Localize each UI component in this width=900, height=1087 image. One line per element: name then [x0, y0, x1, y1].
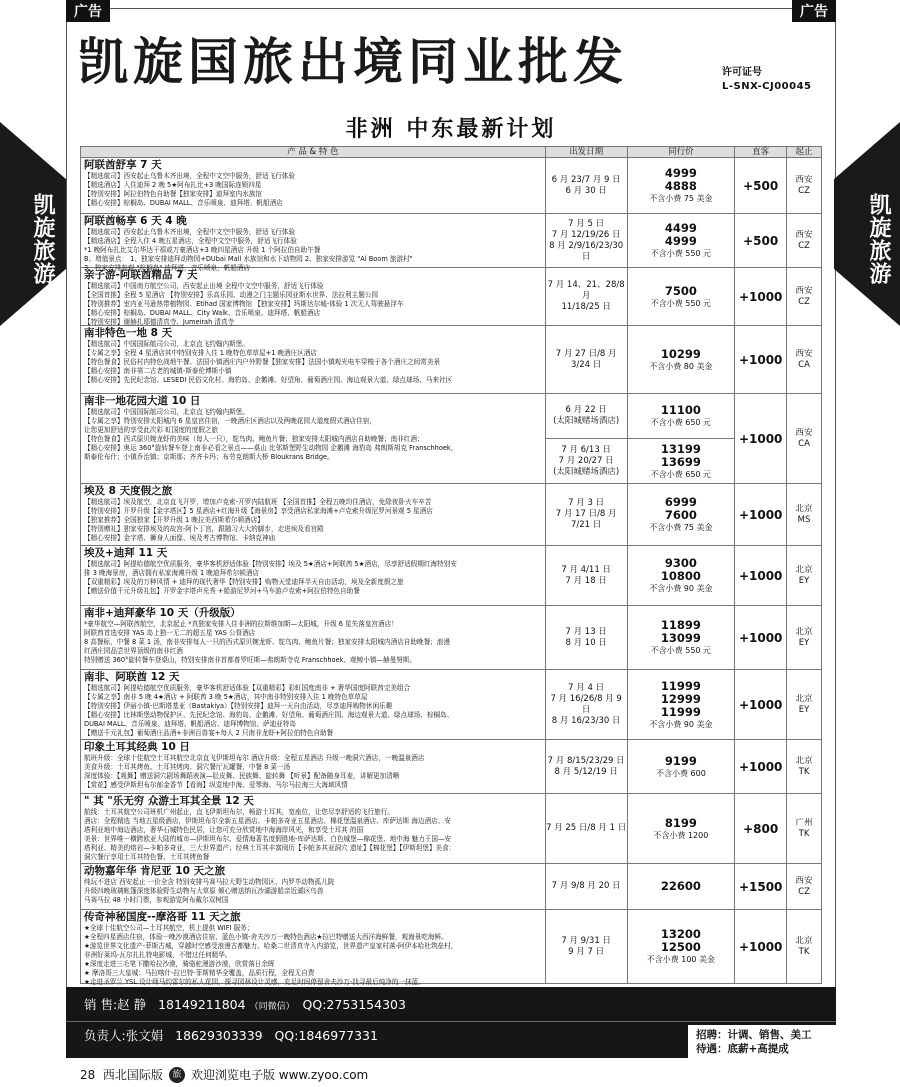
- price-note: 不含小费 1200: [653, 830, 709, 840]
- product-cell: [81, 484, 546, 545]
- product-title: 南非特色一地 8 天: [84, 327, 173, 339]
- direct-cell: [735, 794, 787, 863]
- peer-price: 13200: [660, 927, 701, 941]
- header-origin: 起止: [795, 147, 813, 157]
- price-note: 不含小费 650 元: [650, 469, 712, 479]
- price-note: 不含小费 75 美金: [649, 523, 713, 532]
- direct-price: +500: [743, 178, 779, 193]
- product-feature: ★深度走进三毛笔下撒哈拉沙漠，骑骆驼漫游沙漠，欣赏落日余晖: [84, 960, 275, 968]
- page-number: 28: [80, 1068, 96, 1082]
- product-feature: 美食升级：土耳其烤鱼、土耳其烤肉、洞穴餐厅瓦罐餐，中餐 8 菜一汤: [84, 763, 291, 771]
- peer-price: 4888: [664, 179, 697, 193]
- direct-price: +1000: [738, 289, 783, 304]
- product-feature: 纯玩不进店 西安起止 一价全含 特别安排马赛马拉大野生动物园区、内罗毕动物孤儿院: [84, 878, 335, 886]
- price-cell: [628, 606, 736, 669]
- price-note: 不含小费 550 元: [650, 646, 712, 655]
- price-note: 不含小费 75 美金: [649, 194, 713, 203]
- departure-date: (太阳城赌场酒店): [553, 466, 620, 477]
- date-cell: [546, 794, 628, 863]
- product-feature: 【特色餐食】民俗村内特色战地午餐、法国小镇酒庄内户外野餐【独家安排】法国小镇观光电车穿梭于各个酒庄之间赏美景: [84, 358, 441, 366]
- date-cell: [546, 864, 628, 909]
- departure-date: 8 月 10 日: [565, 637, 607, 648]
- product-feature: 8 高餐标，中餐 8 菜 1 汤，南非安排每人一只的西式原贝婉龙虾、鸵鸟肉、鲍鱼片餐；独家安排太阳城内酒店自助晚餐；浪漫: [84, 638, 450, 646]
- product-feature: 【精选航司】中国南方航空公司，西安起止出境 全程中文空中服务，舒适飞行体验: [84, 282, 324, 290]
- departure-date: 7 月 4 日: [568, 682, 605, 693]
- product-feature: 【特别推荐】室内亚马逊热带植物园、Etihad 国家博物馆 【独家安排】玛斯达尔城-体验 1 次无人驾驶悬浮车: [84, 300, 404, 308]
- publisher-logo-icon: 旅: [169, 1067, 185, 1083]
- origin-code: 西安 CZ: [795, 875, 813, 897]
- direct-cell: [735, 158, 787, 213]
- product-feature: 【精心安排】南非第二古老的城镇-斯泰伦博斯小镇: [84, 367, 232, 375]
- price-note: 不含小费 600: [655, 768, 706, 778]
- product-feature: *豪华航空—阿联酋航空，北京起止 *真独家安排入住非洲的拉斯维加斯—太阳城，升级 6 星失落皇宫酒店！: [84, 620, 398, 628]
- origin-cell: [787, 268, 821, 325]
- origin-cell: [787, 606, 821, 669]
- peer-price: 4499: [664, 221, 697, 235]
- product-feature: 【精心安排】先民纪念馆、LESEDI 民俗文化村、海豹岛、企鹅滩、好望角、葡萄酒庄园、海边观景大道、绿点球场、马来社区: [84, 376, 453, 384]
- peer-price: 4999: [664, 234, 697, 248]
- peer-price: 12500: [660, 940, 701, 954]
- price-note: 不含小费 90 美金: [649, 719, 713, 729]
- table-row: [81, 214, 821, 272]
- table-row: [81, 606, 821, 670]
- product-cell: [81, 326, 546, 393]
- peer-price: 10800: [660, 569, 701, 583]
- departure-date: 7 月 5 日: [568, 218, 605, 229]
- header-product: 产 品 & 特 色: [81, 147, 546, 157]
- direct-price: +1000: [738, 759, 783, 774]
- departure-date: 7 月 12/19/26 日: [551, 229, 621, 240]
- price-note: 不含小费 550 元: [650, 249, 712, 258]
- date-cell: [546, 214, 628, 267]
- date-cell: [546, 326, 628, 393]
- header-direct: 直客: [735, 147, 787, 157]
- plan-subtitle: 非洲 中东最新计划: [345, 116, 557, 142]
- recruit-box: [688, 1025, 836, 1058]
- direct-cell: [735, 740, 787, 793]
- recruit-text: 招聘：计调、销售、美工: [696, 1029, 812, 1041]
- product-title: 亲子游-阿联酋精品 7 天: [84, 269, 198, 281]
- origin-cell: [787, 484, 821, 545]
- product-feature: 【特色餐食】西式原贝婉龙虾的美味（每人一只），鸵鸟肉、鲍鱼片餐；独家安排太阳城内酒店自助晚餐；南非红酒；: [84, 435, 424, 443]
- product-cell: [81, 214, 546, 272]
- product-feature: 【精选酒店】入住迪拜 2 晚 5★阿布扎比+3 晚国际连锁四星: [84, 181, 262, 189]
- origin-cell: [787, 864, 821, 909]
- departure-date: 7 月 6/13 日: [561, 444, 611, 455]
- date-cell: [546, 670, 628, 739]
- contact-footer: [66, 987, 836, 1058]
- product-feature: ★走进圣罗兰 YSL 设计师马约雷尔的私人花园，探寻园林设计灵感，充足时间停留舍夫沙万-找寻最后纯净的一抹蓝。: [84, 978, 425, 986]
- product-feature: 【精选酒店】全程入住 4 晚五星酒店，全程中文空中服务，舒适飞行体验: [84, 237, 297, 245]
- product-feature: 【赏花】感受伊斯坦布尔郁金香节【看海】纵览地中海、爱琴海、马尔马拉海三大海域风情: [84, 781, 348, 789]
- license-number: L-SNX-CJ00045: [722, 81, 812, 92]
- product-feature: 【精心安排】金字塔、狮身人面像、埃及考古博物馆、卡纳克神庙: [84, 534, 276, 542]
- departure-date: (太阳城赌场酒店): [553, 416, 620, 426]
- date-cell: [546, 740, 628, 793]
- product-feature: 【精心安排】奥运 360°旋转餐车登上南非必看之景点——桌山 比邻斯堡野生动物园 企鹅滩 海豹岛 弗朗斯胡克 Franschhoek，: [84, 444, 458, 452]
- origin-cell: [787, 158, 821, 213]
- price-cell: [628, 268, 736, 325]
- product-feature: 【特别安排】开罗升级【金字塔区】5 星酒店+红海升级【海景房】享受酒店私家海滩+卢克索升级尼罗河景观 5 星酒店: [84, 507, 433, 515]
- product-cell: [81, 268, 546, 325]
- price-cell: [628, 740, 736, 793]
- side-text-right: 凯旋旅游: [866, 193, 892, 285]
- departure-date: 8 月 5/12/19 日: [554, 766, 618, 777]
- manager-qq: QQ:1846977331: [274, 1028, 378, 1043]
- price-note: 不含小费 550 元: [650, 298, 712, 308]
- origin-code: 西安 CA: [795, 348, 813, 370]
- table-row: [81, 864, 821, 910]
- product-cell: [81, 910, 546, 986]
- page-footer: [80, 1067, 368, 1083]
- product-title: " 其 "乐无穷 众游土耳其全景 12 天: [84, 795, 254, 807]
- date-cell: [546, 546, 628, 605]
- table-row: [81, 158, 821, 214]
- product-feature: 【双重精彩】埃及的万种风情 + 迪拜的现代奢华【特别安排】购物天堂迪拜半天自由活动，埃及全新度假之旅: [84, 578, 404, 586]
- product-feature: ★游览世界文化遗产-菲斯古城，穿越时空感受浪漫古都魅力。哈桑二世清真寺入内游览，世界遗产皇家村落-阿伊本哈杜筑垒村，: [84, 942, 458, 950]
- departure-date: 7 月 14、21、28/8 月: [547, 280, 625, 301]
- peer-price: 9300: [664, 556, 697, 570]
- price-cell: [628, 214, 736, 267]
- price-group: [628, 394, 735, 439]
- direct-price: +1500: [738, 879, 783, 894]
- origin-cell: [787, 910, 821, 983]
- product-title: 动物嘉年华 肯尼亚 10 天之旅: [84, 865, 226, 877]
- departure-date: 7 月 27 日/8 月 3/24 日: [555, 348, 617, 370]
- origin-cell: [787, 394, 821, 483]
- product-cell: [81, 546, 546, 605]
- price-cell: [628, 484, 736, 545]
- peer-price: 11100: [660, 403, 701, 417]
- tagline: 欢迎浏览电子版 www.zyoo.com: [190, 1068, 369, 1082]
- origin-code: 广州 TK: [795, 817, 813, 839]
- product-title: 阿联酋舒享 7 天: [84, 159, 162, 171]
- departure-date: 9 月 7 日: [568, 946, 605, 957]
- sales-wechat-tag: （同微信）: [249, 1002, 295, 1012]
- table-row: [81, 794, 821, 864]
- table-row: [81, 546, 821, 606]
- peer-price: 11999: [660, 678, 701, 693]
- manager-phone: 18629303339: [175, 1028, 263, 1043]
- date-group: [546, 439, 627, 483]
- product-feature: 【精选航司】西安起止乌鲁木齐出境，全程中文空中服务，舒适飞行体验: [84, 172, 295, 180]
- origin-code: 北京 TK: [795, 935, 813, 957]
- direct-price: +800: [743, 821, 779, 836]
- price-cell: [628, 794, 736, 863]
- ad-label-left: 广告: [66, 0, 110, 22]
- benefit-text: 待遇：底薪+高提成: [696, 1043, 789, 1055]
- departure-date: 7 月 17 日/8 月 7/21 日: [555, 509, 617, 530]
- direct-price: +1000: [738, 431, 783, 446]
- product-title: 南非一地花园大道 10 日: [84, 395, 201, 407]
- product-feature: 【专属之享】南非 5 晚 4★酒店 + 阿联酋 3 晚 5★酒店，其中南非特别安排入住 1 晚特色草草屋: [84, 693, 368, 701]
- ad-label-right: 广告: [792, 0, 836, 22]
- price-cell: [628, 326, 736, 393]
- peer-price: 7600: [664, 508, 697, 522]
- manager-label: 负责人:张文娟: [84, 1028, 164, 1043]
- departure-date: 7 月 18 日: [565, 575, 607, 586]
- direct-price: +1000: [738, 352, 783, 367]
- product-feature: 【特别安排】谢赫扎耶德清真寺、Jumeirah 清真寺: [84, 318, 235, 326]
- direct-price: +1000: [738, 568, 783, 583]
- product-feature: 让您更加舒适的享受此次彩 虹国度的度假之旅: [84, 426, 218, 434]
- price-note: 不含小费 650 元: [650, 418, 712, 427]
- table-row: [81, 910, 821, 984]
- peer-price: 4999: [664, 166, 697, 180]
- peer-price: 9199: [664, 753, 697, 768]
- departure-date: 7 月 20/27 日: [558, 455, 614, 466]
- product-feature: 【特别安排】阿拉伯特色自助餐【独家安排】迪拜室内水族馆: [84, 190, 263, 198]
- product-cell: [81, 794, 546, 863]
- price-cell: [628, 910, 736, 983]
- sales-label: 销 售:赵 静: [84, 997, 147, 1012]
- product-feature: 【特别赠礼】独家安排埃及的故宫-阿卜丁宫，跟随习大大的脚步，走进埃及看宫殿: [84, 525, 324, 533]
- product-title: 阿联酋畅享 6 天 4 晚: [84, 215, 187, 227]
- direct-cell: [735, 484, 787, 545]
- price-cell: [628, 670, 736, 739]
- table-row: [81, 670, 821, 740]
- direct-price: +500: [743, 233, 779, 248]
- origin-code: 西安 CZ: [795, 174, 813, 196]
- origin-cell: [787, 326, 821, 393]
- product-feature: *1 晚阿布扎比艾尔华达干禧或万豪酒店+3 晚四星酒店 升级 1 个阿拉伯自助午餐: [84, 246, 321, 254]
- product-feature: 【精选航司】阿提哈德航空优质服务，豪华客机舒适体验【特别安排】埃及 5★酒店+阿联酋 5★酒店，尽享舒适假期红海特别安: [84, 560, 457, 568]
- section-name: 西北国际版: [102, 1068, 163, 1082]
- peer-price: 13099: [660, 631, 701, 645]
- date-cell: [546, 158, 628, 213]
- manager-contact: [84, 1028, 378, 1044]
- header-price: 同行价: [628, 147, 736, 157]
- origin-cell: [787, 546, 821, 605]
- product-feature: ★全球十佳航空公司—土耳其航空，机上提供 WIFI 服务；: [84, 924, 254, 932]
- price-group: [628, 439, 735, 483]
- table-row: [81, 394, 821, 484]
- license-block: [722, 66, 812, 94]
- origin-code: 北京 TK: [795, 755, 813, 777]
- direct-cell: [735, 864, 787, 909]
- origin-cell: [787, 794, 821, 863]
- product-feature: 洞穴餐厅享用土耳其特色餐、土耳其烤鱼餐: [84, 853, 210, 861]
- direct-price: +1000: [738, 630, 783, 645]
- date-cell: [546, 910, 628, 983]
- product-feature: 3、独家安排参观 "棕榈岛" 迪拜塔，音乐喷泉，帆船酒店: [84, 264, 251, 272]
- peer-price: 10299: [660, 346, 701, 361]
- direct-cell: [735, 606, 787, 669]
- sales-contact: [84, 997, 406, 1015]
- price-cell: [628, 394, 736, 483]
- product-feature: 【精选航司】阿提哈德航空优质服务，豪华客机舒适体验【双重精彩】彩虹国度南非 + 奢华国度阿联酋完美组合: [84, 684, 411, 692]
- footer-divider: [66, 1021, 836, 1022]
- side-text-left: 凯旋旅游: [30, 193, 56, 285]
- direct-cell: [735, 546, 787, 605]
- product-feature: 美景：世界唯一横跨欧亚大陆的城市—伊斯坦布尔、爱情海著名度假胜地-库萨达斯、白色城堡—棉花堡、地中海 魅力王国—安: [84, 835, 452, 843]
- direct-cell: [735, 910, 787, 983]
- departure-date: 7 月 3 日: [568, 498, 605, 508]
- company-title: 凯旋国旅出境同业批发: [78, 33, 628, 91]
- date-cell: [546, 394, 628, 483]
- product-feature: 【精心安排】棕榈岛、DUBAI MALL、City Walk、音乐喷泉、迪拜塔、帆船酒店: [84, 309, 321, 317]
- direct-price: +1000: [738, 939, 783, 954]
- origin-cell: [787, 214, 821, 267]
- origin-cell: [787, 670, 821, 739]
- product-feature: B、增值景点： 1、独家安排迪拜动物园+DUbai Mall 水族馆和水下动物园 2、独家安排游览 "Al Boom 旅游村": [84, 255, 413, 263]
- peer-price: 13199: [660, 441, 701, 456]
- departure-date: 7 月 9/31 日: [561, 935, 611, 946]
- product-feature: 斯泰伦布什；小镇乔治镇；京斯那；齐齐卡玛；布劳克朗斯大桥 Bloukrans Bridge。: [84, 453, 334, 461]
- date-cell: [546, 268, 628, 325]
- product-feature: 航班升级：全球十佳航空土耳其航空北京直飞伊斯坦布尔 酒店升级：全程五星酒店 升级一晚洞穴酒店，一晚温泉酒店: [84, 754, 425, 762]
- product-feature: ★全程四星酒店住宿，体验一晚沙漠酒店住宿，蓝色小镇-舍夫沙万一晚特色酒店★拉巴特赠送大西洋海鲜餐，观海景吃海鲜。: [84, 933, 448, 941]
- direct-price: +1000: [738, 697, 783, 712]
- date-group: [546, 394, 627, 439]
- product-feature: 【全国首推】全程 5 星酒店 【特别安排】乐高乐园、动漫之门主题乐园亚斯水世界、法拉利主题公园: [84, 291, 379, 299]
- price-cell: [628, 864, 736, 909]
- product-cell: [81, 158, 546, 213]
- product-feature: 非洲好莱坞-瓦尔扎扎特电影城，不错过任何精华。: [84, 951, 232, 959]
- departure-date: 6 月 23/7 月 9 日: [551, 174, 621, 185]
- departure-date: 6 月 30 日: [565, 185, 607, 196]
- product-feature: 阿联酋首选安排 YAS 岛上独一无二的超五星 YAS 公督酒店: [84, 629, 256, 637]
- product-feature: 【特别安排】伊丽小镇-巴斯塔基亚（Bastakiya）【特别安排】迪拜一天自由活动，尽享迪拜购物休闲乐趣: [84, 702, 393, 710]
- direct-cell: [735, 326, 787, 393]
- product-feature: 特别赠送 360°旋转餐车登桌山，特别安排南非首都普罗旺斯—弗朗斯寺克 Franschhoek、观鲸小镇—赫曼努斯。: [84, 656, 416, 664]
- product-feature: 马赛马拉 48 小时门票，参观游览阿布戴尔双树国: [84, 896, 229, 904]
- product-feature: 【精心安排】比林斯堡动物保护区、先民纪念馆、海豹岛、企鹅滩、好望角、葡萄酒庄园、海边观景大道、绿点球场、棕榈岛、: [84, 711, 454, 719]
- table-body: [80, 158, 822, 984]
- product-feature: 深度体验：【观舞】赠送洞穴剧场舞蹈表演—肚皮舞、民族舞、旋转舞 【听景】配备随身耳麦，讲解更加清晰: [84, 772, 400, 780]
- origin-cell: [787, 740, 821, 793]
- direct-cell: [735, 394, 787, 483]
- peer-price: 12999: [660, 691, 701, 706]
- product-cell: [81, 670, 546, 739]
- product-feature: 酒店：全程精选 当地五星级酒店，伊斯坦布尔全新五星酒店、卡帕多奇亚五星酒店、棉花堡温泉酒店、库萨达斯 海边酒店、安: [84, 817, 451, 825]
- tour-table: [80, 146, 822, 984]
- origin-code: 北京 MS: [795, 503, 813, 525]
- product-feature: 【精选航司】西安起止乌鲁木齐出境，全程中文空中服务，舒适飞行体验: [84, 228, 295, 236]
- price-cell: [628, 546, 736, 605]
- peer-price: 8199: [664, 815, 697, 830]
- product-cell: [81, 740, 546, 793]
- price-cell: [628, 158, 736, 213]
- product-title: 埃及+迪拜 11 天: [84, 547, 168, 559]
- product-title: 印象土耳其经典 10 日: [84, 741, 190, 753]
- product-feature: 【精心安排】棕榈岛、DUBAI MALL、音乐喷泉、迪拜塔、帆船酒店: [84, 199, 283, 207]
- departure-date: 7 月 4/11 日: [561, 564, 611, 575]
- origin-code: 北京 EY: [795, 693, 813, 715]
- table-row: [81, 484, 821, 546]
- departure-date: 7 月 13 日: [565, 626, 607, 637]
- date-cell: [546, 606, 628, 669]
- product-title: 南非+迪拜豪华 10 天（升级版）: [84, 607, 241, 619]
- direct-cell: [735, 670, 787, 739]
- sales-phone: 18149211804: [158, 997, 246, 1012]
- departure-date: 7 月 16/26/8 月 9 日: [550, 693, 622, 715]
- product-feature: ★ 摩洛哥三大皇城：马拉喀什-拉巴特-菲斯精华全覆盖，品质行程，全程无自费: [84, 969, 315, 977]
- origin-code: 西安 CZ: [795, 285, 813, 307]
- peer-price: 11999: [660, 704, 701, 719]
- origin-code: 北京 EY: [795, 564, 813, 586]
- price-note: 不含小费 90 美金: [649, 584, 713, 593]
- direct-cell: [735, 214, 787, 267]
- origin-code: 西安 CZ: [795, 229, 813, 251]
- product-feature: 【精选航司】中国国际航司公司，北京直飞约翰内斯堡。: [84, 408, 249, 416]
- product-feature: 升级四晚玻璃帐篷深度体验野生动物与大草原 倾心赠送纳瓦沙湖游船亲近湖区鸟兽: [84, 887, 324, 895]
- departure-date: 7 月 25 日/8 月 1 日: [546, 823, 627, 833]
- license-label: 许可证号: [722, 67, 762, 78]
- table-row: [81, 740, 821, 794]
- departure-date: 8 月 2/9/16/23/30 日: [549, 240, 624, 262]
- price-note: 不含小费 100 美金: [646, 955, 716, 964]
- departure-date: 11/18/25 日: [561, 302, 611, 312]
- table-row: [81, 326, 821, 394]
- direct-price: +1000: [738, 507, 783, 522]
- product-feature: 航线：土耳其航空公司班机广州起止，直飞伊斯坦布尔，畅游土耳其，宽座位，让您尽享舒适的飞行旅行。: [84, 808, 394, 816]
- product-cell: [81, 606, 546, 669]
- product-feature: 塔利亚地中海边酒店，奢华石城特色民居，让您可充分欣赏地中海海岸风光，和享受土耳其 的国: [84, 826, 364, 834]
- product-feature: 【精选航司】中国国际航司公司，北京直飞约翰内斯堡。: [84, 340, 249, 348]
- product-feature: 红酒庄园品尝世界顶级的南非红酒: [84, 647, 183, 655]
- departure-date: 8 月 16/23/30 日: [551, 715, 621, 726]
- product-title: 南非、阿联酋 12 天: [84, 671, 180, 683]
- product-feature: 排 3 晚海景房，酒店拥有私家海滩升级 1 晚迪拜希尔顿酒店: [84, 569, 260, 577]
- product-feature: 塔利亚、精美的熔岩—卡帕多奇亚，三大世界遗产；经典土耳其丰富阅历【卡帕多其亚洞穴 遗址】【棉花堡】【伊斯坦堡】美食：: [84, 844, 456, 852]
- date-cell: [546, 484, 628, 545]
- peer-price: 7500: [664, 283, 697, 298]
- departure-date: 7 月 8/15/23/29 日: [547, 755, 625, 766]
- departure-date: 7 月 9/8 月 20 日: [551, 881, 621, 891]
- product-feature: 【赠送千元礼包】葡萄酒庄品酒+非洲百兽宴+每人 2 只南非龙虾+阿拉伯特色自助餐: [84, 729, 334, 737]
- product-feature: 【专属之享】全程 4 星酒店其中特别安排入住 1 晚特色草草屋+1 晚酒庄区酒店: [84, 349, 317, 357]
- peer-price: 13699: [660, 454, 701, 469]
- departure-date: 6 月 22 日: [565, 405, 607, 415]
- sales-qq: QQ:2753154303: [302, 997, 406, 1012]
- peer-price: 22600: [660, 879, 701, 893]
- origin-code: 西安 CA: [795, 427, 813, 449]
- product-feature: 【赠送价值千元升级礼包】开罗金字塔声光秀 +船游尼罗河+马车游卢克索+阿拉伯特色自助餐: [84, 587, 360, 595]
- table-row: [81, 268, 821, 326]
- product-feature: 【专属之享】特别安排太阳城内 6 星皇宫住宿，一晚酒庄区酒店以及两晚花园大道度假式酒店住宿，: [84, 417, 376, 425]
- product-title: 埃及 8 天度假之旅: [84, 485, 173, 497]
- header-date: 出发日期: [546, 147, 628, 157]
- product-feature: 【精选航司】埃及航空，北京直飞开罗，增加卢克索-开罗内陆航班 【全国首推】全程五晚均住酒店，免除夜卧火车辛苦: [84, 498, 432, 506]
- product-feature: DUBAI MALL、音乐喷泉、迪拜塔、帆船酒店、迪拜博物馆、萨迪亚特岛: [84, 720, 296, 728]
- price-note: 不含小费 80 美金: [649, 361, 713, 371]
- product-feature: 【独家推荐】全国独家【开罗升级 1 晚拉美西斯希尔顿酒店】: [84, 516, 264, 524]
- peer-price: 6999: [664, 495, 697, 509]
- origin-code: 北京 EY: [795, 626, 813, 648]
- direct-cell: [735, 268, 787, 325]
- table-header: [80, 146, 822, 158]
- peer-price: 11899: [660, 618, 701, 632]
- product-cell: [81, 394, 546, 483]
- product-cell: [81, 864, 546, 909]
- product-title: 传奇神秘国度--摩洛哥 11 天之旅: [84, 911, 241, 923]
